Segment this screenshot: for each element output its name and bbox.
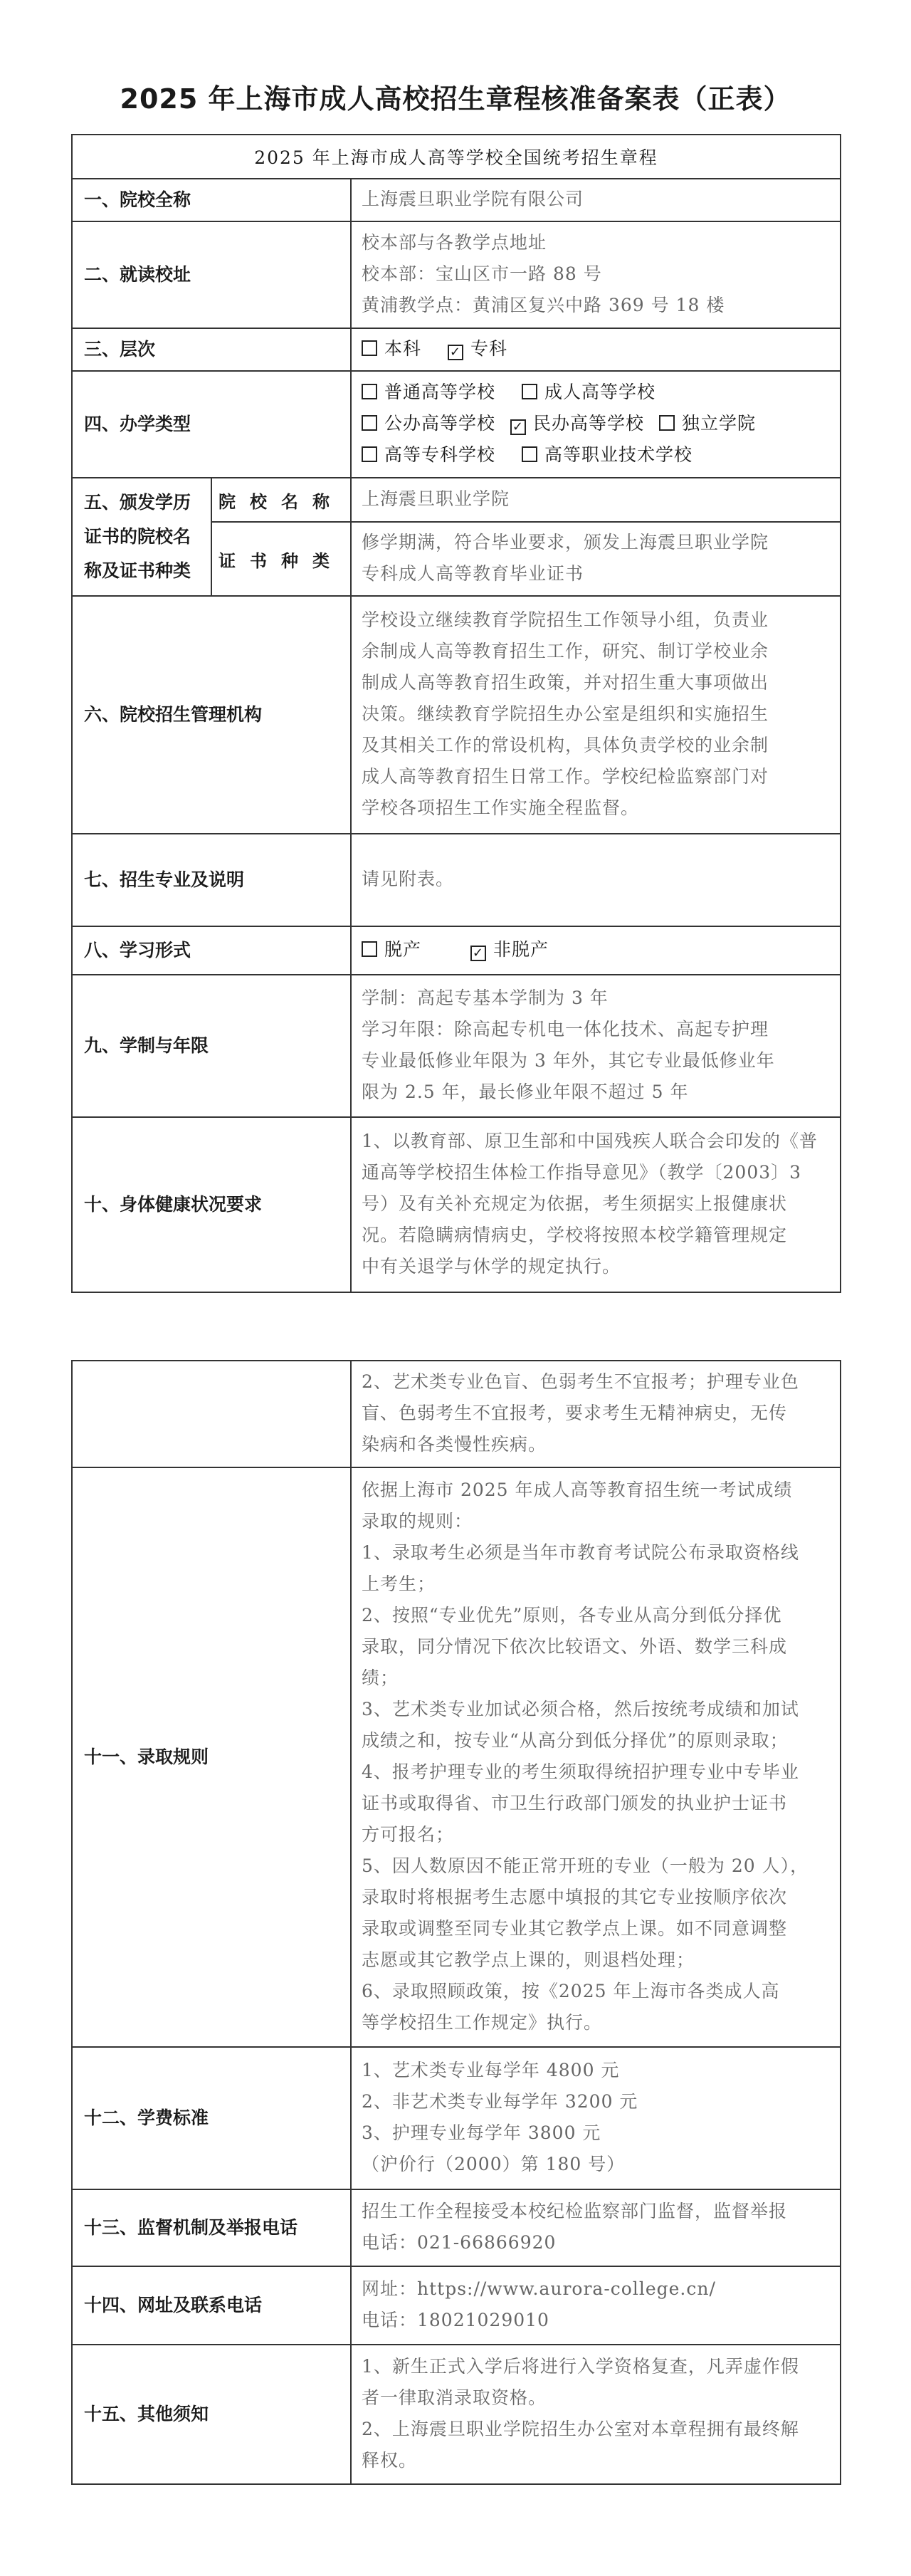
- row-supervision: [72, 2189, 841, 2266]
- management-line: 学校各项招生工作实施全程监督。: [362, 797, 640, 818]
- supervision-line: 电话：021-66866920: [362, 2232, 557, 2253]
- duration-line: 限为 2.5 年，最长修业年限不超过 5 年: [362, 1082, 689, 1102]
- row-management: [72, 596, 841, 834]
- admission-line: 依据上海市 2025 年成人高等教育招生统一考试成绩: [362, 1480, 793, 1500]
- management-line: 制成人高等教育招生政策，并对招生重大事项做出: [362, 672, 769, 693]
- checkbox-icon[interactable]: [659, 415, 675, 431]
- level-label: 三、层次: [72, 328, 351, 371]
- admission-line: 6、录取照顾政策，按《2025 年上海市各类成人高: [362, 1981, 780, 2001]
- row-school-name: [72, 179, 841, 221]
- health-line: 通高等学校招生体检工作指导意见》（教学〔2003〕3: [362, 1162, 802, 1183]
- fees-label: 十二、学费标准: [72, 2047, 351, 2189]
- health-label: 十、身体健康状况要求: [72, 1117, 351, 1292]
- certificate-type-label: 证书种类: [211, 522, 351, 596]
- fees-value: [351, 2047, 841, 2189]
- level-option-label: 专科: [470, 338, 507, 359]
- school-type-option-label: 民办高等学校: [532, 413, 644, 434]
- other-value: [351, 2345, 841, 2484]
- row-campus: [72, 221, 841, 328]
- certificate-label-line: 称及证书种类: [84, 560, 191, 581]
- checkbox-icon[interactable]: [362, 384, 377, 399]
- management-line: 学校设立继续教育学院招生工作领导小组，负责业: [362, 609, 769, 630]
- other-line: 1、新生正式入学后将进行入学资格复查，凡弄虚作假: [362, 2356, 799, 2377]
- contact-label: 十四、网址及联系电话: [72, 2266, 351, 2345]
- management-value: [351, 596, 841, 834]
- admission-line: 成绩之和，按专业“从高分到低分择优”的原则录取；: [362, 1730, 789, 1751]
- level-options: [351, 328, 841, 371]
- study-mode-option[interactable]: [470, 934, 549, 965]
- admission-line: 1、录取考生必须是当年市教育考试院公布录取资格线: [362, 1542, 799, 1563]
- filing-form-table-page-2: [71, 1360, 841, 2485]
- duration-line: 学习年限：除高起专机电一体化技术、高起专护理: [362, 1019, 769, 1040]
- school-type-option[interactable]: [362, 377, 495, 408]
- admission-line: 录取时将根据考生志愿中填报的其它专业按顺序依次: [362, 1887, 788, 1907]
- supervision-value: [351, 2189, 841, 2266]
- supervision-line: 招生工作全程接受本校纪检监察部门监督，监督举报: [362, 2201, 788, 2221]
- fees-line: 2、非艺术类专业每学年 3200 元: [362, 2091, 638, 2112]
- checkbox-icon[interactable]: [362, 340, 377, 356]
- admission-line: 录取的规则：: [362, 1511, 473, 1532]
- admission-line: 证书或取得省、市卫生行政部门颁发的执业护士证书: [362, 1793, 788, 1813]
- website-link[interactable]: 网址：https://www.aurora-college.cn/: [362, 2278, 716, 2299]
- fees-line: （沪价行（2000）第 180 号）: [362, 2154, 626, 2174]
- management-line: 余制成人高等教育招生工作，研究、制订学校业余: [362, 641, 769, 661]
- school-type-option-label: 高等专科学校: [384, 444, 496, 465]
- checkbox-icon[interactable]: [362, 415, 377, 431]
- health-line: 中有关退学与休学的规定执行。: [362, 1256, 621, 1277]
- row-admission: [72, 1467, 841, 2047]
- row-contact: [72, 2266, 841, 2345]
- other-line: 释权。: [362, 2450, 418, 2471]
- health-continued-label: [72, 1361, 351, 1467]
- row-health-continued: [72, 1361, 841, 1467]
- form-subtitle: 2025 年上海市成人高等学校全国统考招生章程: [72, 135, 841, 179]
- campus-value: [351, 221, 841, 328]
- management-line: 及其相关工作的常设机构，具体负责学校的业余制: [362, 735, 769, 755]
- school-type-options: [351, 371, 841, 478]
- study-mode-label: 八、学习形式: [72, 926, 351, 975]
- checkbox-icon[interactable]: [522, 384, 537, 399]
- management-line: 成人高等教育招生日常工作。学校纪检监察部门对: [362, 766, 769, 787]
- row-majors: [72, 834, 841, 926]
- admission-line: 录取或调整至同专业其它教学点上课。如不同意调整: [362, 1918, 788, 1939]
- health-line: 1、以教育部、原卫生部和中国残疾人联合会印发的《普: [362, 1131, 818, 1151]
- certificate-type-line: 专科成人高等教育毕业证书: [362, 563, 584, 584]
- certificate-type-value: [351, 522, 841, 596]
- certificate-school-label: 院校名称: [211, 478, 351, 522]
- health-line: 染病和各类慢性疾病。: [362, 1434, 547, 1455]
- admission-line: 方可报名；: [362, 1824, 455, 1845]
- checkbox-checked-icon[interactable]: ✓: [470, 946, 486, 961]
- row-certificate-school: [72, 478, 841, 522]
- study-mode-options: [351, 926, 841, 975]
- school-type-option[interactable]: [510, 408, 644, 439]
- study-mode-option-label: 脱产: [384, 939, 422, 960]
- school-type-option[interactable]: [362, 408, 495, 439]
- admission-line: 3、艺术类专业加试必须合格，然后按统考成绩和加试: [362, 1699, 799, 1719]
- admission-line: 2、按照“专业优先”原则，各专业从高分到低分择优: [362, 1605, 782, 1625]
- other-line: 者一律取消录取资格。: [362, 2387, 547, 2408]
- school-type-option[interactable]: [362, 439, 495, 471]
- management-line: 决策。继续教育学院招生办公室是组织和实施招生: [362, 703, 769, 724]
- health-line: 2、艺术类专业色盲、色弱考生不宜报考；护理专业色: [362, 1371, 799, 1392]
- row-fees: [72, 2047, 841, 2189]
- row-duration: [72, 975, 841, 1117]
- school-type-option-label: 成人高等学校: [544, 382, 655, 402]
- majors-label: 七、招生专业及说明: [72, 834, 351, 926]
- certificate-label: [72, 478, 211, 596]
- row-school-type: [72, 371, 841, 478]
- campus-label: 二、就读校址: [72, 221, 351, 328]
- admission-line: 5、因人数原因不能正常开班的专业（一般为 20 人），: [362, 1855, 809, 1876]
- supervision-label: 十三、监督机制及举报电话: [72, 2189, 351, 2266]
- checkbox-checked-icon[interactable]: ✓: [510, 419, 526, 435]
- fees-line: 3、护理专业每学年 3800 元: [362, 2122, 601, 2143]
- health-value: [351, 1117, 841, 1292]
- health-line: 盲、色弱考生不宜报考，要求考生无精神病史，无传: [362, 1403, 788, 1423]
- school-type-option[interactable]: [659, 408, 756, 439]
- other-line: 2、上海震旦职业学院招生办公室对本章程拥有最终解: [362, 2419, 799, 2439]
- checkbox-icon[interactable]: [362, 941, 377, 957]
- school-type-option-label: 公办高等学校: [384, 413, 496, 434]
- page-title: 2025 年上海市成人高校招生章程核准备案表（正表）: [120, 83, 791, 115]
- school-type-label: 四、办学类型: [72, 371, 351, 478]
- admission-line: 等学校招生工作规定》执行。: [362, 2012, 603, 2033]
- admission-label: 十一、录取规则: [72, 1467, 351, 2047]
- admission-line: 上考生；: [362, 1574, 436, 1594]
- study-mode-option-label: 非脱产: [493, 939, 549, 960]
- level-option-label: 本科: [384, 338, 422, 359]
- row-level: [72, 328, 841, 371]
- majors-value: 请见附表。: [351, 834, 841, 926]
- filing-form-table-page-1: [71, 134, 841, 1293]
- certificate-type-line: 修学期满，符合毕业要求，颁发上海震旦职业学院: [362, 532, 769, 553]
- checkbox-checked-icon[interactable]: ✓: [448, 345, 463, 360]
- management-label: 六、院校招生管理机构: [72, 596, 351, 834]
- study-mode-option[interactable]: [362, 934, 421, 965]
- health-continued-value: [351, 1361, 841, 1467]
- fees-line: 1、艺术类专业每学年 4800 元: [362, 2060, 620, 2080]
- school-type-option[interactable]: [522, 377, 655, 408]
- checkbox-icon[interactable]: [362, 446, 377, 462]
- other-label: 十五、其他须知: [72, 2345, 351, 2484]
- checkbox-icon[interactable]: [522, 446, 537, 462]
- row-health: [72, 1117, 841, 1292]
- admission-line: 志愿或其它教学点上课的，则退档处理；: [362, 1949, 695, 1970]
- row-other: [72, 2345, 841, 2484]
- row-study-mode: [72, 926, 841, 975]
- level-option[interactable]: [448, 333, 507, 365]
- school-type-option-label: 高等职业技术学校: [544, 444, 693, 465]
- certificate-label-line: 证书的院校名: [84, 526, 191, 547]
- school-name-label: 一、院校全称: [72, 179, 351, 221]
- admission-value: [351, 1467, 841, 2047]
- certificate-label-line: 五、颁发学历: [84, 492, 191, 513]
- level-option[interactable]: [362, 333, 421, 365]
- campus-line: 校本部与各教学点地址: [362, 232, 547, 253]
- school-name-value: 上海震旦职业学院有限公司: [351, 179, 841, 221]
- health-line: 况。若隐瞒病情病史，学校将按照本校学籍管理规定: [362, 1225, 788, 1245]
- school-type-option-label: 独立学院: [681, 413, 756, 434]
- admission-line: 绩；: [362, 1667, 399, 1688]
- school-type-option-label: 普通高等学校: [384, 382, 496, 402]
- contact-phone: 电话：18021029010: [362, 2310, 549, 2330]
- contact-value: [351, 2266, 841, 2345]
- duration-label: 九、学制与年限: [72, 975, 351, 1117]
- duration-line: 学制：高起专基本学制为 3 年: [362, 988, 609, 1008]
- duration-value: [351, 975, 841, 1117]
- certificate-school-value: 上海震旦职业学院: [351, 478, 841, 522]
- admission-line: 录取，同分情况下依次比较语文、外语、数学三科成: [362, 1636, 788, 1657]
- admission-line: 4、报考护理专业的考生须取得统招护理专业中专毕业: [362, 1761, 799, 1782]
- school-type-option[interactable]: [522, 439, 693, 471]
- campus-line: 黄浦教学点：黄浦区复兴中路 369 号 18 楼: [362, 295, 725, 315]
- duration-line: 专业最低修业年限为 3 年外，其它专业最低修业年: [362, 1050, 775, 1071]
- health-line: 号）及有关补充规定为依据，考生须据实上报健康状: [362, 1193, 788, 1214]
- campus-line: 校本部：宝山区市一路 88 号: [362, 263, 602, 284]
